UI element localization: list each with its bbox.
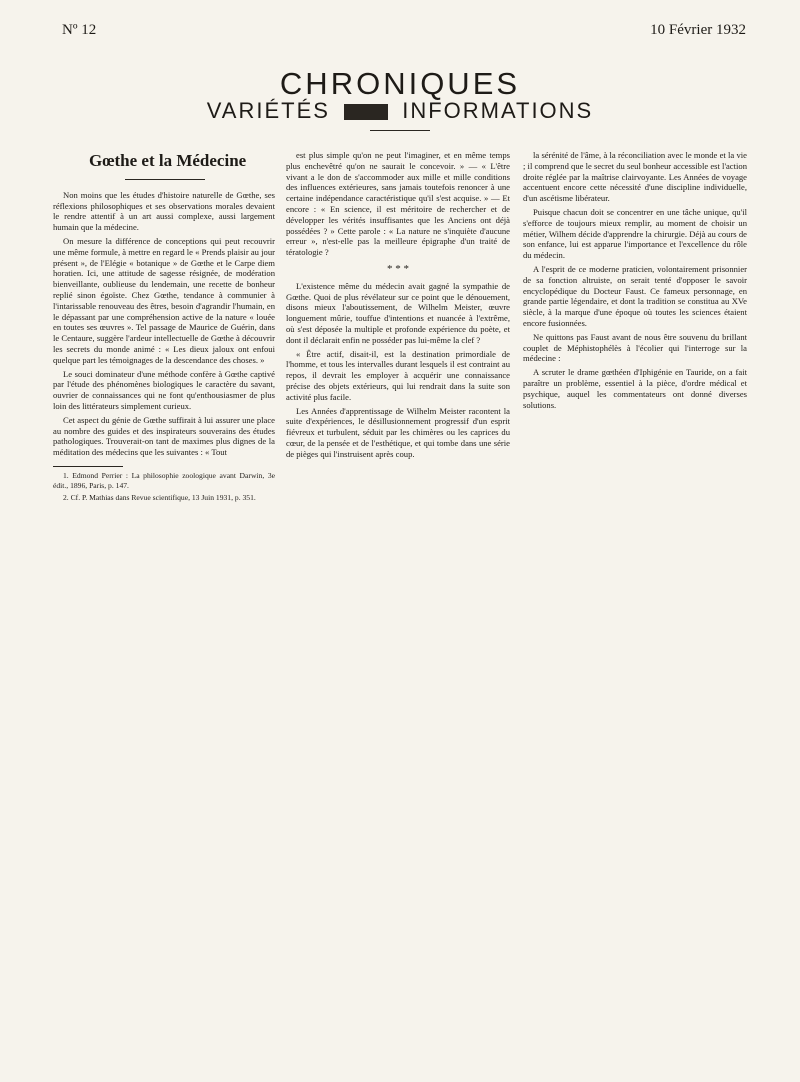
paragraph: Les Années d'apprentissage de Wilhelm Meister racontent la suite d'expériences, le désillusionnement progressif d'un esprit fiévreux et turbulent, séduit par les chimères ou les caprices du cœur, de la pensée et de l'esthétique, et qui tombe dans une série de pièges qui l'instruisent après coup. [286, 405, 510, 459]
paragraph: la sérénité de l'âme, à la réconciliation avec le monde et la vie ; il comprend que le secret du seul bonheur accessible est l'action droite réglée par la maîtrise clairvoyante. Les Années de voyage accentuent encore cette nécessité d'une discipline individuelle, d'un ascétisme libérateur. [523, 150, 747, 204]
subtitle-informations: INFORMATIONS [402, 98, 594, 123]
asterism: * * * [387, 262, 409, 275]
paragraph: On mesure la différence de conceptions qui peut recouvrir une même formule, à mettre en regard le « Prends plaisir au jour présent », de l'Elégie « botanique » de Gœthe et le Carpe diem horatien. Ici, une attitude de sagesse résignée, de modération bienveillante, oublieuse du lendemain, une recette de bonheur replié sinon égoïste. Chez Gœthe, tendance à communier à l'intarissable renouveau des êtres, besoin d'agrandir l'humain, en le dépassant par une compréhension active de la nature « louée en toutes ses œuvres ». Tel passage de Maurice de Guérin, dans le Centaure, suggère l'ardeur intellectuelle de Gœthe à découvrir les secrets du monde animé : « Les dieux jaloux ont enfoui quelque part les témoignages de la descendance des choses. » [53, 235, 275, 365]
paragraph: Ne quittons pas Faust avant de nous être souvenu du brillant couplet de Méphistophélès à l'écolier qui l'interroge sur la médecine : [523, 331, 747, 364]
column-2 [286, 150, 510, 463]
paragraph: Le souci dominateur d'une méthode confère à Gœthe captivé par l'étude des phénomènes biologiques le caractère du savant, ouvrier de connaissances qui ne font qu'enthousiasmer de plus loin des littérateurs simplement curieux. [53, 368, 275, 411]
title-rule [125, 179, 205, 180]
masthead-rule [370, 130, 430, 131]
paragraph: est plus simple qu'on ne peut l'imaginer, et en même temps plus enchevêtré qu'on ne saurait le concevoir. » — « L'être vivant a le don de s'accommoder aux mille et mille conditions des influences extérieures, sans jamais toutefois renoncer à une certaine indépendance caractéristique qu'il s'est acquise. » — Et encore : « En science, il est méritoire de rechercher et de développer les vérités insuffisantes que les Anciens ont déjà possédées ? » Cette parole : « La nature ne s'inquiète d'aucune erreur », n'est-elle pas la meilleure épigraphe d'un traité de tératologie ? [286, 150, 510, 258]
paragraph: Non moins que les études d'histoire naturelle de Gœthe, ses réflexions philosophiques et ses observations morales devaient le rendre attentif à un art aussi complexe, aussi largement humain que la médecine. [53, 189, 275, 233]
issue-number: Nº 12 [62, 22, 97, 38]
paragraph: A l'esprit de ce moderne praticien, volontairement prisonnier de sa fonction altruiste, on serait tenté d'opposer le savoir encyclopédique du Docteur Faust. Ce fameux personnage, en grande partie légendaire, et dont la tradition se constitua au XVe siècle, à la marque d'une époque où toutes les sciences étaient encore fusionnées. [523, 263, 747, 328]
masthead-subtitle [0, 98, 800, 124]
paragraph: A scruter le drame gœthéen d'Iphigénie en Tauride, on a fait paraître un problème, essentiel à la pièce, d'ordre médical et psychique, auquel les commentateurs ont donné diverses solutions. [523, 367, 747, 410]
column-1 [53, 150, 275, 506]
masthead-title: CHRONIQUES [279, 66, 521, 101]
paragraph: Cet aspect du génie de Gœthe suffirait à lui assurer une place au nombre des guides et des inspirateurs souverains des études pathologiques. Trouverait-on tant de maximes plus dignes de la méditation des médecins que les suivantes : « Tout [53, 414, 275, 458]
article-title: Gœthe et la Médecine [89, 151, 247, 170]
column-3 [523, 150, 747, 413]
subtitle-varietes: VARIÉTÉS [206, 98, 330, 123]
issue-date: 10 Février 1932 [650, 22, 746, 38]
footnote: 1. Edmond Perrier : La philosophie zoologique avant Darwin, 3e édit., 1896, Paris, p. 147. [53, 470, 275, 490]
footnote-rule [53, 466, 123, 467]
footnote: 2. Cf. P. Mathias dans Revue scientifique, 13 Juin 1931, p. 351. [63, 493, 256, 503]
paragraph: Puisque chacun doit se concentrer en une tâche unique, qu'il s'efforce de toujours mieux remplir, au moment de choisir un métier, Wilhem décide d'apprendre la chirurgie. Déjà au cours de son enfance, lui est apparue l'importance et l'excellence du rôle du médecin. [523, 206, 747, 261]
ornament-icon [344, 104, 388, 120]
paragraph: « Être actif, disait-il, est la destination primordiale de l'homme, et tous les intervalles durant lesquels il est contraint au repos, il devrait les employer à acquérir une connaissance précise des objets extérieurs, qui lui rendrait dans la suite son activité plus facile. [286, 348, 510, 402]
paragraph: L'existence même du médecin avait gagné la sympathie de Gœthe. Quoi de plus révélateur sur ce point que le dénouement, disons mieux l'aboutissement, de Wilhelm Meister, œuvre longuement mûrie, touffue d'intentions et nuancée à l'extrême, où s'est déposée la multiple et profonde expérience du poète, et dont il déclarait enfin ne posséder pas lui-même la clef ? [286, 280, 510, 345]
